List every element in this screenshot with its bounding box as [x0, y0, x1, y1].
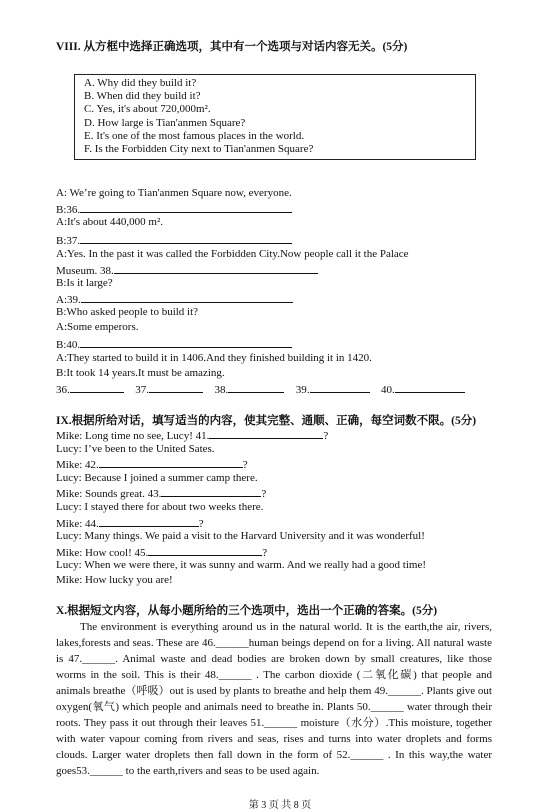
answer-blank-36[interactable] — [80, 202, 292, 213]
dialog-text: B:37. — [56, 235, 81, 247]
dialog-text: B:36. — [56, 204, 81, 216]
answer-blank-45[interactable] — [148, 545, 262, 556]
answer-line-36[interactable] — [70, 382, 124, 393]
dialog-text: Mike: Sounds great. 43. — [56, 488, 162, 500]
dialog-line: B:Is it large? — [56, 277, 113, 289]
answer-label-38: 38. — [214, 384, 229, 396]
answer-row — [56, 382, 476, 396]
dialog-line: Lucy: Many things. We paid a visit to the Harvard University and it was wonderful! — [56, 530, 425, 542]
answer-line-37[interactable] — [149, 382, 203, 393]
answer-label-39: 39. — [295, 384, 310, 396]
dialog-line: Lucy: I’ve been to the United Sates. — [56, 443, 215, 455]
answer-blank-43[interactable] — [161, 486, 261, 497]
option-f: F. Is the Forbidden City next to Tian'anmen Square? — [84, 143, 314, 156]
question-mark: ? — [323, 430, 329, 442]
dialog-line — [56, 457, 248, 472]
answer-blank-42[interactable] — [99, 457, 243, 468]
dialog-line: Lucy: When we were there, it was sunny and warm. And we really had a good time! — [56, 559, 427, 571]
dialog-line — [56, 233, 292, 248]
option-a: A. Why did they build it? — [84, 77, 197, 89]
dialog-line: A: We’re going to Tian'anmen Square now, everyone. — [56, 187, 292, 199]
dialog-line: Mike: How lucky you are! — [56, 574, 173, 586]
dialog-text: Mike: Long time no see, Lucy! 41. — [56, 430, 210, 442]
reading-passage — [56, 619, 492, 779]
question-mark: ? — [242, 459, 248, 471]
dialog-line — [56, 337, 292, 352]
answer-blank-44[interactable] — [99, 516, 199, 527]
question-mark: ? — [262, 547, 268, 559]
dialog-line: A:Some emperors. — [56, 321, 139, 333]
question-mark: ? — [198, 518, 204, 530]
dialog-line — [56, 516, 204, 531]
option-e: E. It's one of the most famous places in the world. — [84, 129, 305, 142]
option-b: B. When did they build it? — [84, 90, 201, 103]
dialog-text: A:39. — [56, 294, 81, 306]
section-9-title: IX.根据所给对话，填写适当的内容，使其完整、通顺、正确，每空词数不限。(5分) — [56, 415, 477, 427]
answer-blank-41[interactable] — [209, 428, 323, 439]
dialog-text: Mike: 44. — [56, 518, 99, 530]
dialog-text: Mike: 42. — [56, 459, 99, 471]
answer-blank-40[interactable] — [80, 337, 292, 348]
dialog-line — [56, 202, 292, 217]
options-box — [74, 74, 476, 160]
option-d: D. How large is Tian'anmen Square? — [84, 116, 246, 129]
option-c: C. Yes, it's about 720,000m². — [84, 103, 211, 116]
answer-line-38[interactable] — [228, 382, 284, 393]
answer-line-39[interactable] — [310, 382, 370, 393]
answer-label-37: 37. — [135, 384, 149, 396]
dialog-line: A:They started to build it in 1406.And they finished building it in 1420. — [56, 352, 372, 364]
dialog-line: A:Yes. In the past it was called the Forbidden City.Now people call it the Palace — [56, 248, 409, 260]
page-footer: 第 3 页 共 8 页 — [248, 800, 312, 811]
dialog-line — [56, 292, 293, 307]
dialog-line: Lucy: I stayed there for about two weeks there. — [56, 501, 264, 513]
section-8-title: VIII. 从方框中选择正确选项，其中有一个选项与对话内容无关。(5分) — [56, 41, 408, 53]
dialog-line: B:Who asked people to build it? — [56, 306, 199, 318]
answer-blank-38[interactable] — [114, 263, 318, 274]
dialog-text: B:40. — [56, 339, 81, 351]
question-mark: ? — [261, 488, 267, 500]
answer-blank-37[interactable] — [80, 233, 292, 244]
dialog-line — [56, 428, 328, 443]
answer-label-40: 40. — [381, 384, 395, 396]
dialog-line — [56, 263, 318, 278]
section-10-title: X.根据短文内容，从每小题所给的三个选项中，选出一个正确的答案。(5分) — [56, 605, 438, 617]
answer-label-36: 36. — [56, 384, 70, 396]
dialog-text: Museum. 38. — [56, 265, 114, 277]
dialog-text: Mike: How cool! 45. — [56, 547, 149, 559]
dialog-line: B:It took 14 years.It must be amazing. — [56, 367, 225, 379]
dialog-line: Lucy: Because I joined a summer camp there. — [56, 472, 258, 484]
dialog-line: A:It's about 440,000 m². — [56, 216, 164, 228]
passage-text: The environment is everything around us in the natural world. It is the earth,the air, rivers, lakes,forests and seas. These are 46.______human beings depend on for a living. All natural waste is 47.______. Animal waste and dead bodies are broken down by small creatures, like those worms in the soil. This is their 48.______ . The carbon dioxide (二氧化碳) that people and animals breathe（呼吸）out is used by plants to breathe and help them 49.______. Plants give out oxygen(氧气) which people and animals need to breathe in. Plants 50.______ water through their roots. They pass it out through their leaves 51.______ moisture（水分）.This moisture, together with water vapour coming from rivers and seas, rises and turns into water droplets and forms clouds. Larger water droplets then fall down in the form of 52.______ . In this way,the water goes53.______ to the earth,rivers and seas to be used again. — [56, 621, 492, 777]
answer-blank-39[interactable] — [81, 292, 293, 303]
dialog-line — [56, 486, 266, 501]
answer-line-40[interactable] — [395, 382, 465, 393]
dialog-line — [56, 545, 267, 560]
